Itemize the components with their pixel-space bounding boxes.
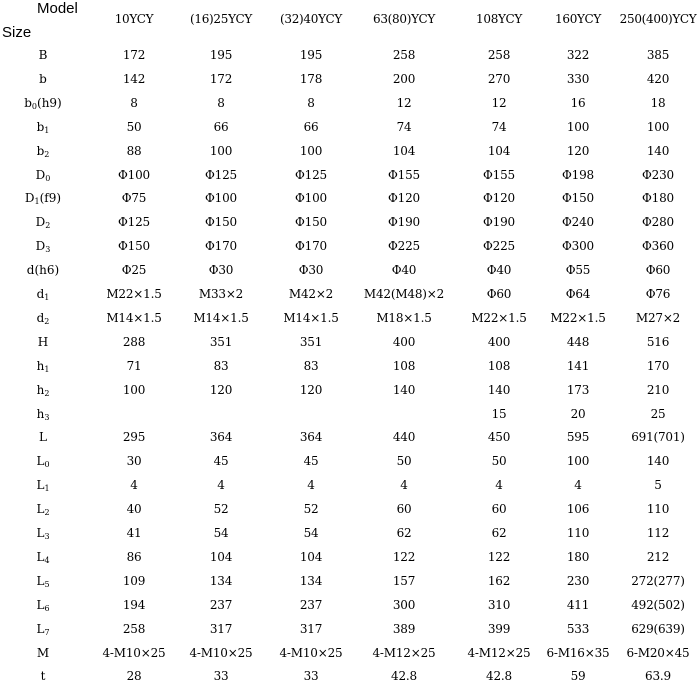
table-cell: 270 [487,71,511,86]
row-label-subscript: 3 [44,412,50,422]
table-cell: 120 [299,382,323,397]
row-label-base: M [36,645,50,660]
table-cell: 194 [122,597,146,612]
table-cell: 448 [566,334,590,349]
table-cell: 4-M12×25 [467,645,531,660]
table-cell: M22×1.5 [106,287,162,301]
table-cell: Φ125 [295,167,327,182]
table-cell: 210 [646,382,670,397]
table-cell: 140 [392,382,416,397]
table-cell: Φ30 [298,263,324,278]
row-label-base: L [36,526,45,540]
row-label-subscript: 0 [45,173,51,183]
table-cell: M14×1.5 [106,310,162,325]
table-cell: 40 [126,502,142,517]
row-label-subscript: 6 [44,603,50,613]
table-cell: Φ170 [295,239,327,254]
table-cell: 104 [392,143,416,158]
table-cell: 351 [209,334,233,349]
table-cell: 351 [299,334,323,349]
table-row [0,309,700,333]
table-cell: Φ76 [645,287,671,301]
table-cell: 4 [495,478,503,493]
column-header: 160YCY [555,12,601,26]
table-cell: 450 [487,430,511,445]
row-label [14,430,72,444]
table-cell: 20 [570,406,586,421]
row-label [14,191,72,209]
row-label-base: L [36,454,45,469]
table-cell: 258 [392,48,416,62]
row-label-base: D [35,215,46,230]
table-row [0,189,700,213]
table-cell: Φ240 [562,215,594,230]
row-label [14,48,72,62]
table-cell: 4 [400,478,408,493]
table-cell: 6-M16×35 [546,645,610,660]
table-cell: Φ150 [118,239,150,254]
table-cell: 45 [213,454,229,469]
table-cell: 122 [392,549,416,564]
table-cell: 12 [491,95,507,110]
row-label [14,168,72,186]
row-label-base: L [36,478,45,493]
column-header: 63(80)YCY [372,12,436,26]
table-cell: 5 [654,478,662,493]
table-cell: Φ100 [205,191,237,206]
table-cell: 237 [209,597,233,612]
row-label [14,550,72,568]
table-cell: 74 [396,119,412,134]
table-cell: Φ198 [562,167,594,182]
table-cell: 172 [122,48,146,62]
column-header: 10YCY [114,12,154,26]
table-cell: 595 [566,430,590,445]
table-cell: 400 [487,334,511,349]
table-cell: Φ180 [642,191,674,206]
table-cell: Φ225 [388,239,420,254]
table-row [0,237,700,261]
table-cell: 300 [392,597,416,612]
table-cell: Φ64 [565,287,591,301]
table-row [0,166,700,190]
column-header: 250(400)YCY [619,12,697,26]
table-cell: M42×2 [288,287,334,301]
row-label [14,239,72,257]
table-cell: 178 [299,71,323,86]
table-cell: Φ155 [388,167,420,182]
table-cell: 400 [392,334,416,349]
table-cell: Φ60 [645,263,671,278]
table-cell: Φ170 [205,239,237,254]
row-label [14,144,72,162]
row-label-base: b [36,119,45,134]
column-header: 108YCY [476,12,522,26]
table-cell: Φ55 [565,263,591,278]
table-cell: 317 [299,621,323,636]
table-cell: 63.9 [645,669,671,684]
row-label-base: H [37,334,49,349]
table-cell: Φ150 [205,215,237,230]
table-cell: 295 [122,430,146,445]
table-cell: M14×1.5 [283,310,339,325]
row-label-base: d [36,287,45,301]
row-label-base: h [36,406,45,421]
table-cell: 237 [299,597,323,612]
row-label [14,622,72,640]
table-cell: Φ190 [483,215,515,230]
table-cell: 33 [303,669,319,684]
table-cell: 108 [392,358,416,373]
table-cell: 50 [126,119,142,134]
table-cell: 104 [299,549,323,564]
table-cell: 288 [122,334,146,349]
table-cell: 54 [213,526,229,540]
table-cell: 389 [392,621,416,636]
table-cell: 100 [209,143,233,158]
table-cell: 516 [646,334,670,349]
table-cell: 100 [122,382,146,397]
row-label [14,359,72,377]
table-cell: 109 [122,573,146,588]
table-cell: 45 [303,454,319,469]
table-cell: 8 [307,95,315,110]
table-cell: 54 [303,526,319,540]
table-cell: Φ190 [388,215,420,230]
table-cell: 52 [213,502,229,517]
row-label [14,478,72,496]
table-cell: 122 [487,549,511,564]
table-cell: 62 [396,526,412,540]
row-label-base: h [36,358,45,373]
table-cell: 88 [126,143,142,158]
table-row [0,94,700,118]
table-cell: 141 [566,358,590,373]
row-label-base: h [36,382,45,397]
table-cell: 30 [126,454,142,469]
table-cell: 52 [303,502,319,517]
table-cell: Φ300 [562,239,594,254]
table-row [0,70,700,94]
table-row [0,428,700,452]
corner-model-label: Model [37,0,78,17]
table-cell: 385 [646,48,670,62]
table-cell: Φ40 [391,263,417,278]
row-label [14,311,72,329]
table-row [0,596,700,620]
table-cell: 108 [487,358,511,373]
table-cell: 200 [392,71,416,86]
table-cell: M27×2 [635,310,681,325]
table-cell: Φ360 [642,239,674,254]
table-row [0,548,700,572]
table-cell: Φ25 [121,263,147,278]
table-cell: 50 [491,454,507,469]
table-cell: 258 [122,621,146,636]
row-label [14,502,72,520]
row-label [14,120,72,138]
row-label-suffix: (f9) [39,191,62,206]
table-cell: 134 [299,573,323,588]
table-cell: 140 [646,143,670,158]
row-label [14,526,72,544]
table-cell: Φ280 [642,215,674,230]
table-row [0,524,700,548]
row-label [14,574,72,592]
row-label-subscript: 5 [44,579,50,589]
row-label-subscript: 0 [31,101,38,111]
table-cell: 83 [303,358,319,373]
table-cell: 272(277) [631,573,685,588]
table-cell: 74 [491,119,507,134]
table-cell: 134 [209,573,233,588]
table-cell: 4 [307,478,315,493]
row-label-subscript: 1 [34,197,40,207]
table-cell: M22×1.5 [550,310,606,325]
row-label-subscript: 7 [44,627,50,637]
row-label [14,407,72,425]
table-cell: 15 [491,406,507,421]
table-cell: 172 [209,71,233,86]
table-cell: Φ155 [483,167,515,182]
row-label-base: L [36,621,45,636]
table-cell: 170 [646,358,670,373]
table-cell: 180 [566,549,590,564]
table-cell: 60 [396,502,412,517]
row-label-base: D [35,239,46,254]
column-header: (32)40YCY [279,12,343,26]
row-label-base: L [36,573,45,588]
table-cell: 112 [646,526,670,540]
table-row [0,213,700,237]
table-cell: 4 [574,478,582,493]
table-row [0,285,700,309]
table-row [0,405,700,429]
row-label [14,263,72,277]
table-cell: 60 [491,502,507,517]
table-cell: 66 [213,119,229,134]
table-cell: 195 [209,48,233,62]
row-label-subscript: 4 [44,555,50,565]
table-cell: M18×1.5 [376,310,432,325]
table-cell: 62 [491,526,507,540]
table-row [0,357,700,381]
row-label [14,96,72,114]
row-label-base: b [24,95,32,110]
table-cell: 86 [126,549,142,564]
table-cell: 212 [646,549,670,564]
table-cell: 230 [566,573,590,588]
table-cell: 33 [213,669,229,684]
row-label-subscript: 3 [45,245,51,255]
table-row [0,667,700,691]
table-cell: 4 [130,478,138,493]
row-label-base: D [35,167,46,182]
table-cell: 4-M10×25 [102,645,166,660]
table-cell: 83 [213,358,229,373]
table-row [0,142,700,166]
table-cell: 8 [130,95,138,110]
table-cell: 6-M20×45 [626,645,690,660]
table-cell: 106 [566,502,590,517]
row-label-suffix: (h6) [34,263,60,278]
table-cell: Φ125 [118,215,150,230]
row-label-base: b [39,71,47,86]
row-label-subscript: 1 [44,293,50,302]
table-cell: 440 [392,430,416,445]
table-cell: 173 [566,382,590,397]
table-cell: 120 [209,382,233,397]
table-cell: 258 [487,48,511,62]
table-row [0,476,700,500]
table-cell: 629(639) [631,621,685,636]
table-cell: M33×2 [198,287,244,301]
row-label-subscript: 2 [44,316,50,326]
row-label-subscript: 1 [44,484,50,494]
table-cell: 4-M12×25 [372,645,436,660]
row-label [14,646,72,660]
table-cell: 110 [646,502,670,517]
table-cell: Φ125 [205,167,237,182]
table-cell: Φ150 [562,191,594,206]
table-cell: 100 [299,143,323,158]
table-row [0,333,700,357]
table-cell: 140 [646,454,670,469]
row-label-base: d [26,263,35,278]
row-label-subscript: 2 [45,221,51,231]
table-cell: Φ100 [118,167,150,182]
table-cell: 16 [570,95,586,110]
row-label [14,335,72,349]
row-label [14,598,72,616]
table-cell: 104 [209,549,233,564]
row-label-base: B [38,48,48,62]
row-label-subscript: 0 [44,460,50,470]
table-cell: 42.8 [391,669,417,684]
table-cell: 4-M10×25 [189,645,253,660]
row-label-suffix: (h9) [37,95,62,110]
table-cell: 100 [566,454,590,469]
table-cell: Φ75 [121,191,147,206]
table-cell: 310 [487,597,511,612]
row-label [14,215,72,233]
table-cell: 104 [487,143,511,158]
table-cell: M22×1.5 [471,310,527,325]
row-label [14,383,72,401]
row-label [14,454,72,472]
table-row [0,381,700,405]
row-label-base: L [36,502,45,517]
table-cell: Φ150 [295,215,327,230]
row-label-base: b [36,143,45,158]
table-cell: 42.8 [486,669,512,684]
row-label-subscript: 1 [44,364,50,374]
row-label-base: t [40,669,46,684]
table-cell: Φ30 [208,263,234,278]
row-label-subscript: 2 [44,388,50,398]
table-cell: 18 [650,95,666,110]
table-cell: Φ120 [388,191,420,206]
table-row [0,46,700,70]
table-cell: 59 [570,669,586,684]
row-label-base: L [36,549,45,564]
table-cell: 140 [487,382,511,397]
table-row [0,620,700,644]
row-label-base: D [24,191,35,206]
table-cell: Φ225 [483,239,515,254]
table-cell: 71 [126,358,142,373]
table-row [0,644,700,668]
table-cell: 12 [396,95,412,110]
corner-size-label: Size [2,24,32,41]
table-cell: 66 [303,119,319,134]
table-cell: 492(502) [631,597,685,612]
row-label-base: d [36,310,45,325]
row-label [14,72,72,86]
table-cell: 317 [209,621,233,636]
table-cell: 420 [646,71,670,86]
table-cell: Φ120 [483,191,515,206]
table-row [0,261,700,285]
table-cell: 50 [396,454,412,469]
table-row [0,118,700,142]
table-cell: 364 [299,430,323,445]
table-cell: 195 [299,48,323,62]
row-label-subscript: 1 [44,125,50,135]
table-cell: 533 [566,621,590,636]
table-cell: 322 [566,48,590,62]
table-cell: 157 [392,573,416,588]
table-cell: 364 [209,430,233,445]
table-cell: 162 [487,573,511,588]
row-label [14,669,72,683]
row-label-subscript: 2 [44,149,50,159]
row-label-base: L [39,430,47,445]
table-cell: 41 [126,526,142,540]
table-cell: 8 [217,95,225,110]
table-cell: 100 [566,119,590,134]
table-cell: M42(M48)×2 [363,287,445,301]
row-label-subscript: 2 [44,508,50,518]
row-label [14,287,72,305]
table-cell: 411 [566,597,590,612]
table-cell: 4 [217,478,225,493]
table-cell: 100 [646,119,670,134]
column-header: (16)25YCY [189,12,253,26]
table-cell: 120 [566,143,590,158]
table-row [0,572,700,596]
table-cell: M14×1.5 [193,310,249,325]
row-label-base: L [36,597,45,612]
table-cell: 25 [650,406,666,421]
table-cell: 691(701) [631,430,685,445]
table-cell: Φ230 [642,167,674,182]
row-label-subscript: 3 [44,532,50,541]
table-row [0,500,700,524]
table-cell: 330 [566,71,590,86]
table-cell: Φ100 [295,191,327,206]
table-row [0,452,700,476]
table-cell: 28 [126,669,142,684]
table-cell: 399 [487,621,511,636]
table-cell: 4-M10×25 [279,645,343,660]
table-cell: Φ40 [486,263,512,278]
table-cell: 142 [122,71,146,86]
table-cell: Φ60 [486,287,512,301]
table-cell: 110 [566,526,590,540]
